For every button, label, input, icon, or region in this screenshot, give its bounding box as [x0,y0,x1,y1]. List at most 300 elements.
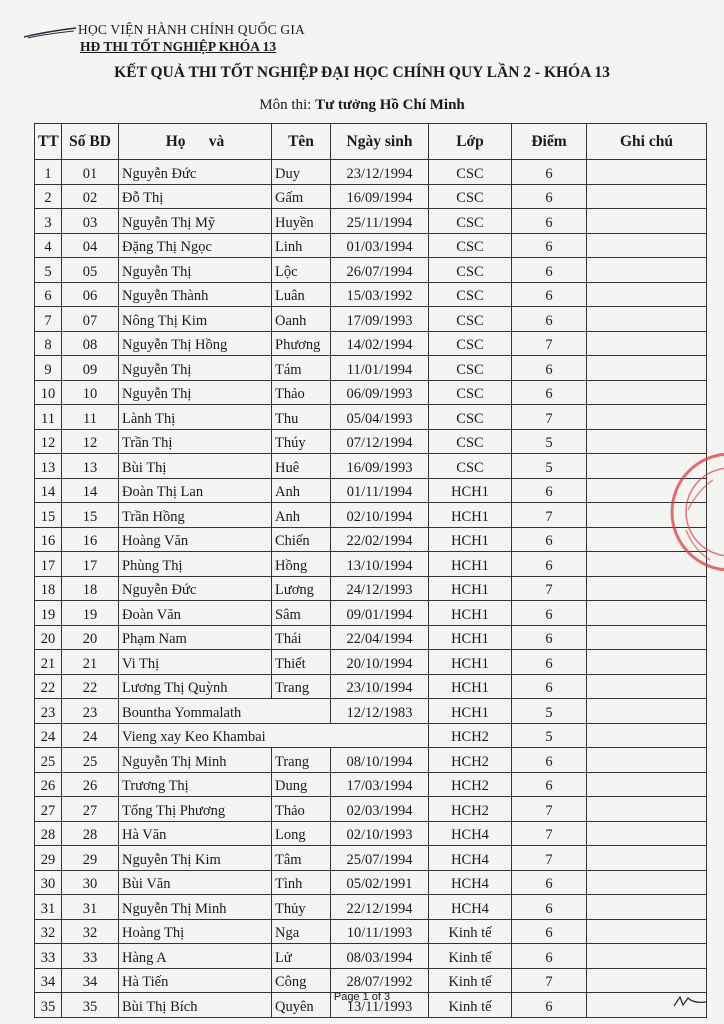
cell-dob: 22/02/1994 [331,527,429,552]
col-header-ho-va [119,124,272,160]
cell-note [587,797,707,822]
cell-class: HCH2 [429,797,512,822]
cell-class: HCH4 [429,821,512,846]
cell-sbd: 14 [62,478,119,503]
col-header-tt: TT [35,124,62,160]
table-row [35,527,707,552]
cell-class: Kinh tế [429,944,512,969]
cell-ho: Hoàng Thị [119,919,272,944]
cell-tt: 2 [35,184,62,209]
cell-ten: Huê [272,454,331,479]
cell-tt: 25 [35,748,62,773]
cell-tt: 14 [35,478,62,503]
cell-ten: Thảo [272,380,331,405]
cell-note [587,699,707,724]
cell-ten: Dung [272,772,331,797]
cell-tt: 26 [35,772,62,797]
table-row [35,209,707,234]
cell-tt: 24 [35,723,62,748]
cell-sbd: 04 [62,233,119,258]
cell-tt: 29 [35,846,62,871]
cell-note [587,723,707,748]
signature-mark [672,994,708,1008]
cell-tt: 4 [35,233,62,258]
cell-ten: Thủy [272,895,331,920]
table-row [35,282,707,307]
page-footer: Page 1 of 3 [333,991,391,1003]
cell-dob: 28/07/1992 [331,968,429,993]
cell-ho: Lành Thị [119,405,272,430]
cell-dob: 22/04/1994 [331,625,429,650]
cell-ten: Thái [272,625,331,650]
cell-sbd: 32 [62,919,119,944]
cell-note [587,772,707,797]
cell-dob: 05/02/1991 [331,870,429,895]
table-row [35,968,707,993]
exam-subject [0,97,724,114]
cell-sbd: 05 [62,258,119,283]
cell-tt: 6 [35,282,62,307]
cell-tt: 11 [35,405,62,430]
col-header-class: Lớp [429,124,512,160]
cell-ten: Oanh [272,307,331,332]
cell-score: 6 [512,748,587,773]
cell-sbd: 07 [62,307,119,332]
cell-sbd: 09 [62,356,119,381]
cell-class: CSC [429,356,512,381]
cell-ten: Thảo [272,797,331,822]
cell-score: 6 [512,184,587,209]
cell-class: HCH1 [429,601,512,626]
cell-score: 7 [512,821,587,846]
cell-tt: 7 [35,307,62,332]
cell-dob: 01/11/1994 [331,478,429,503]
cell-class: CSC [429,454,512,479]
cell-class: HCH1 [429,552,512,577]
cell-dob: 02/03/1994 [331,797,429,822]
cell-sbd: 16 [62,527,119,552]
cell-score: 6 [512,233,587,258]
institution-name: HỌC VIỆN HÀNH CHÍNH QUỐC GIA [78,22,305,37]
cell-ten: Tám [272,356,331,381]
cell-note [587,846,707,871]
table-header-row [35,124,707,160]
table-row [35,772,707,797]
cell-ho: Nguyễn Thị Hồng [119,331,272,356]
cell-note [587,209,707,234]
cell-class: HCH1 [429,699,512,724]
cell-class: HCH4 [429,895,512,920]
cell-class: CSC [429,233,512,258]
cell-tt: 33 [35,944,62,969]
cell-sbd: 24 [62,723,119,748]
cell-ten: Trang [272,748,331,773]
cell-sbd: 13 [62,454,119,479]
cell-ho: Lương Thị Quỳnh [119,674,272,699]
cell-score: 6 [512,380,587,405]
cell-ten: Thiết [272,650,331,675]
cell-tt: 18 [35,576,62,601]
cell-class: CSC [429,307,512,332]
exam-council-name: HĐ THI TỐT NGHIỆP KHÓA 13 [80,39,277,54]
cell-dob: 25/11/1994 [331,209,429,234]
cell-note [587,895,707,920]
cell-sbd: 02 [62,184,119,209]
cell-tt: 31 [35,895,62,920]
cell-ho: Hà Tiến [119,968,272,993]
cell-ho: Đỗ Thị [119,184,272,209]
cell-ten: Luân [272,282,331,307]
col-header-va: và [208,132,225,150]
cell-note [587,870,707,895]
cell-score: 5 [512,723,587,748]
cell-dob: 02/10/1994 [331,503,429,528]
cell-note [587,233,707,258]
cell-class: HCH1 [429,650,512,675]
cell-tt: 9 [35,356,62,381]
cell-tt: 17 [35,552,62,577]
cell-sbd: 33 [62,944,119,969]
cell-ho: Nguyễn Đức [119,160,272,185]
cell-dob: 17/03/1994 [331,772,429,797]
table-row [35,405,707,430]
cell-ho: Đặng Thị Ngọc [119,233,272,258]
cell-ho: Nguyễn Thị Mỹ [119,209,272,234]
cell-note [587,356,707,381]
cell-ten: Duy [272,160,331,185]
cell-ten: Long [272,821,331,846]
cell-note [587,282,707,307]
cell-ten: Thúy [272,429,331,454]
cell-sbd: 18 [62,576,119,601]
cell-score: 7 [512,405,587,430]
cell-dob: 15/03/1992 [331,282,429,307]
cell-sbd: 27 [62,797,119,822]
table-row [35,503,707,528]
cell-ho: Nguyễn Đức [119,576,272,601]
cell-sbd: 30 [62,870,119,895]
cell-dob: 02/10/1993 [331,821,429,846]
cell-score: 7 [512,968,587,993]
cell-ho: Vi Thị [119,650,272,675]
cell-score: 6 [512,601,587,626]
cell-class: Kinh tế [429,919,512,944]
table-row [35,184,707,209]
table-row [35,870,707,895]
cell-dob: 08/10/1994 [331,748,429,773]
cell-class: HCH2 [429,772,512,797]
cell-class: Kinh tế [429,993,512,1018]
cell-sbd: 34 [62,968,119,993]
subject-label: Môn thi: [259,97,312,113]
cell-class: CSC [429,258,512,283]
cell-tt: 10 [35,380,62,405]
cell-ten: Linh [272,233,331,258]
cell-class: HCH2 [429,748,512,773]
cell-tt: 21 [35,650,62,675]
cell-tt: 19 [35,601,62,626]
cell-ho: Đoàn Văn [119,601,272,626]
cell-ho: Đoàn Thị Lan [119,478,272,503]
cell-dob: 13/10/1994 [331,552,429,577]
cell-sbd: 15 [62,503,119,528]
table-row [35,919,707,944]
cell-ho: Bùi Văn [119,870,272,895]
cell-score: 6 [512,282,587,307]
cell-class: HCH1 [429,625,512,650]
cell-score: 6 [512,478,587,503]
cell-score: 6 [512,993,587,1018]
cell-score: 6 [512,625,587,650]
cell-class: CSC [429,282,512,307]
cell-sbd: 22 [62,674,119,699]
cell-ten: Tâm [272,846,331,871]
cell-class: HCH1 [429,527,512,552]
cell-note [587,601,707,626]
cell-ho: Nguyễn Thị [119,380,272,405]
cell-note [587,944,707,969]
cell-score: 7 [512,846,587,871]
cell-note [587,748,707,773]
cell-tt: 3 [35,209,62,234]
cell-ten: Gấm [272,184,331,209]
cell-class: HCH2 [429,723,512,748]
cell-tt: 22 [35,674,62,699]
cell-ho: Hàng A [119,944,272,969]
cell-dob: 16/09/1993 [331,454,429,479]
cell-note [587,258,707,283]
cell-ten: Anh [272,503,331,528]
cell-score: 7 [512,503,587,528]
cell-class: HCH1 [429,478,512,503]
document-title: KẾT QUẢ THI TỐT NGHIỆP ĐẠI HỌC CHÍNH QUY LẦN 2 - KHÓA 13 [114,64,610,81]
cell-ten: Tình [272,870,331,895]
cell-ho: Nguyễn Thị Minh [119,748,272,773]
col-header-sbd: Số BD [62,124,119,160]
cell-ho: Bùi Thị Bích [119,993,272,1018]
table-row [35,797,707,822]
cell-class: CSC [429,209,512,234]
cell-sbd: 23 [62,699,119,724]
cell-score: 5 [512,454,587,479]
table-row [35,699,707,724]
cell-dob: 05/04/1993 [331,405,429,430]
cell-ten: Lương [272,576,331,601]
cell-sbd: 06 [62,282,119,307]
cell-sbd: 17 [62,552,119,577]
cell-score: 6 [512,919,587,944]
cell-sbd: 25 [62,748,119,773]
table-row [35,478,707,503]
cell-score: 6 [512,674,587,699]
cell-score: 6 [512,209,587,234]
cell-ho: Trương Thị [119,772,272,797]
cell-score: 6 [512,307,587,332]
cell-dob: 20/10/1994 [331,650,429,675]
cell-ho: Hà Văn [119,821,272,846]
cell-note [587,331,707,356]
cell-ten: Nga [272,919,331,944]
cell-ho: Trần Thị [119,429,272,454]
table-row [35,650,707,675]
cell-ho: Phùng Thị [119,552,272,577]
cell-tt: 8 [35,331,62,356]
cell-fullname: Bountha Yommalath [119,699,331,724]
cell-score: 6 [512,944,587,969]
table-row [35,380,707,405]
cell-note [587,307,707,332]
col-header-dob: Ngày sinh [331,124,429,160]
cell-dob: 14/02/1994 [331,331,429,356]
cell-dob: 09/01/1994 [331,601,429,626]
cell-dob: 26/07/1994 [331,258,429,283]
cell-tt: 28 [35,821,62,846]
cell-score: 6 [512,870,587,895]
cell-tt: 23 [35,699,62,724]
cell-ho: Phạm Nam [119,625,272,650]
table-row [35,944,707,969]
cell-dob: 13/11/1993 [331,993,429,1018]
cell-ten: Sâm [272,601,331,626]
cell-sbd: 35 [62,993,119,1018]
cell-tt: 5 [35,258,62,283]
cell-class: CSC [429,331,512,356]
cell-score: 6 [512,895,587,920]
cell-score: 5 [512,699,587,724]
cell-ten: Huyền [272,209,331,234]
table-row [35,625,707,650]
cell-class: HCH1 [429,576,512,601]
cell-class: CSC [429,184,512,209]
cell-tt: 27 [35,797,62,822]
table-row [35,454,707,479]
cell-dob: 10/11/1993 [331,919,429,944]
cell-score: 6 [512,772,587,797]
cell-sbd: 21 [62,650,119,675]
cell-dob: 24/12/1993 [331,576,429,601]
cell-score: 6 [512,160,587,185]
cell-score: 7 [512,797,587,822]
cell-tt: 12 [35,429,62,454]
results-table [34,123,707,1018]
cell-sbd: 12 [62,429,119,454]
cell-sbd: 08 [62,331,119,356]
table-row [35,576,707,601]
table-row [35,307,707,332]
table-row [35,429,707,454]
cell-tt: 32 [35,919,62,944]
cell-score: 6 [512,552,587,577]
cell-ten: Thu [272,405,331,430]
cell-ten: Lộc [272,258,331,283]
cell-ho: Bùi Thị [119,454,272,479]
table-row [35,233,707,258]
cell-dob: 07/12/1994 [331,429,429,454]
col-header-score: Điểm [512,124,587,160]
table-row [35,160,707,185]
cell-dob: 25/07/1994 [331,846,429,871]
cell-ho: Nguyễn Thị [119,356,272,381]
cell-ho: Hoàng Văn [119,527,272,552]
cell-class: HCH1 [429,674,512,699]
table-row [35,601,707,626]
cell-sbd: 01 [62,160,119,185]
cell-tt: 20 [35,625,62,650]
cell-sbd: 10 [62,380,119,405]
cell-class: CSC [429,429,512,454]
cell-ho: Nguyễn Thị Minh [119,895,272,920]
cell-sbd: 29 [62,846,119,871]
col-header-note: Ghi chú [587,124,707,160]
cell-ten: Hồng [272,552,331,577]
cell-dob: 17/09/1993 [331,307,429,332]
cell-note [587,184,707,209]
cell-sbd: 19 [62,601,119,626]
cell-ten: Trang [272,674,331,699]
cell-score: 7 [512,576,587,601]
cell-ho: Tống Thị Phương [119,797,272,822]
table-row [35,258,707,283]
cell-sbd: 26 [62,772,119,797]
cell-score: 6 [512,258,587,283]
table-row [35,331,707,356]
cell-class: Kinh tế [429,968,512,993]
cell-ho: Trần Hồng [119,503,272,528]
cell-note [587,650,707,675]
cell-sbd: 03 [62,209,119,234]
cell-class: CSC [429,405,512,430]
cell-dob: 06/09/1993 [331,380,429,405]
cell-note [587,160,707,185]
cell-class: HCH1 [429,503,512,528]
cell-score: 6 [512,650,587,675]
table-row [35,821,707,846]
cell-sbd: 31 [62,895,119,920]
cell-score: 5 [512,429,587,454]
cell-class: HCH4 [429,846,512,871]
table-row [35,674,707,699]
cell-ten: Lử [272,944,331,969]
cell-tt: 15 [35,503,62,528]
table-row [35,748,707,773]
cell-dob: 16/09/1994 [331,184,429,209]
table-row [35,356,707,381]
cell-fullname: Vieng xay Keo Khambai [119,723,429,748]
cell-ten: Phương [272,331,331,356]
cell-tt: 16 [35,527,62,552]
table-row [35,723,707,748]
pen-stroke-mark [22,26,78,40]
col-header-ten: Tên [272,124,331,160]
cell-ho: Nguyễn Thị Kim [119,846,272,871]
official-stamp-partial [668,450,724,600]
cell-score: 6 [512,527,587,552]
cell-ho: Nông Thị Kim [119,307,272,332]
cell-class: HCH4 [429,870,512,895]
cell-score: 6 [512,356,587,381]
cell-class: CSC [429,380,512,405]
table-row [35,552,707,577]
table-row [35,895,707,920]
cell-note [587,380,707,405]
cell-dob: 11/01/1994 [331,356,429,381]
cell-ho: Nguyễn Thành [119,282,272,307]
cell-ten: Quyên [272,993,331,1018]
cell-tt: 13 [35,454,62,479]
cell-dob: 22/12/1994 [331,895,429,920]
col-header-ho: Họ [165,132,186,150]
cell-dob: 01/03/1994 [331,233,429,258]
